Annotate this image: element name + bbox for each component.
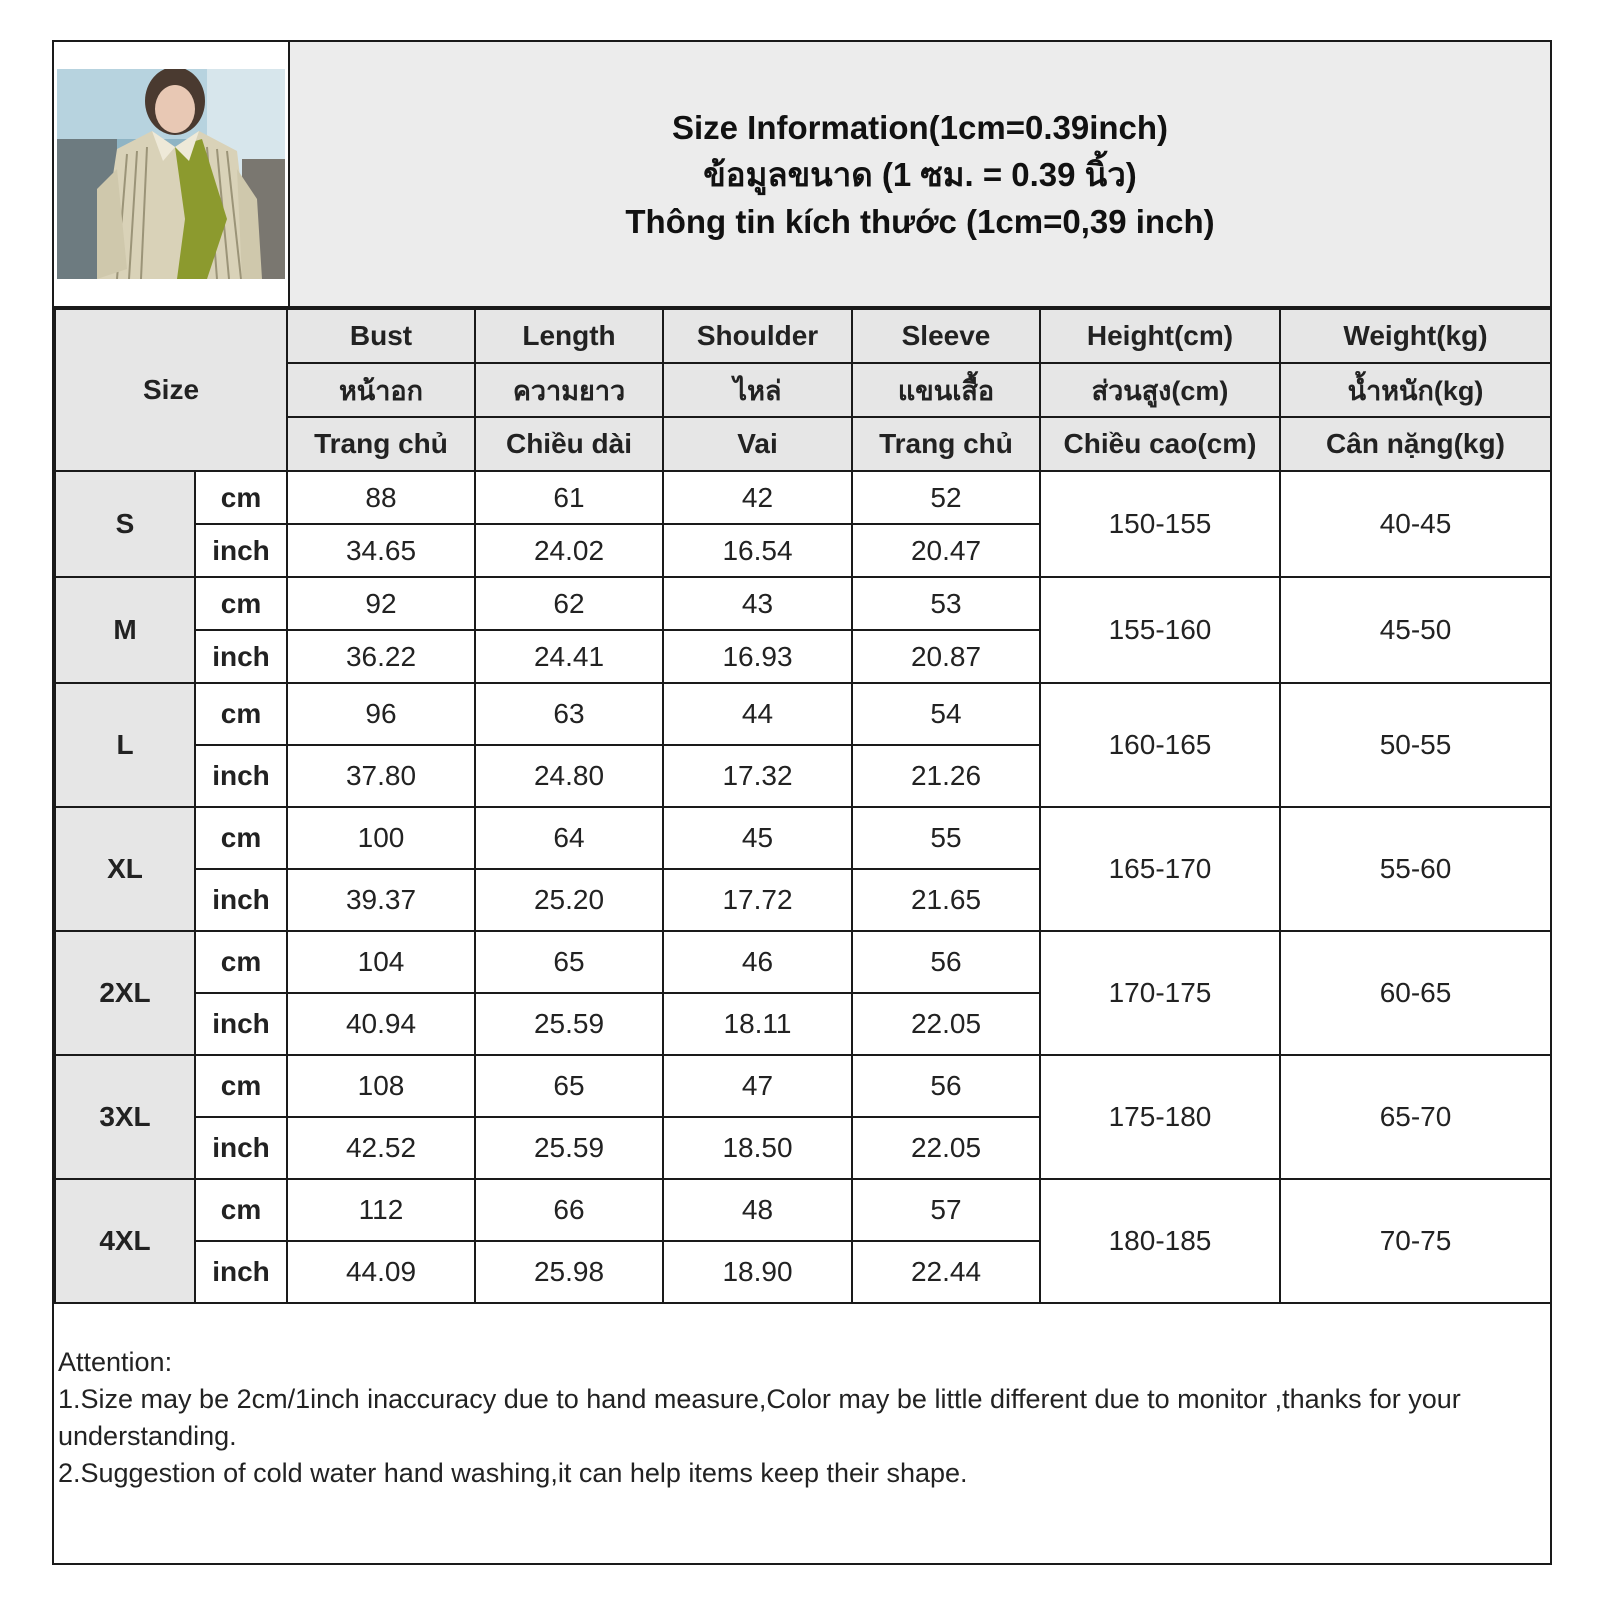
- col-header-sleeve-thai: แขนเสื้อ: [852, 363, 1040, 417]
- length-inch: 25.59: [475, 993, 663, 1055]
- col-header-shoulder-thai: ไหล่: [663, 363, 852, 417]
- bust-inch: 37.80: [287, 745, 475, 807]
- shoulder-cm: 44: [663, 683, 852, 745]
- sleeve-cm: 56: [852, 1055, 1040, 1117]
- col-header-height-thai: ส่วนสูง(cm): [1040, 363, 1280, 417]
- unit-inch: inch: [195, 524, 287, 577]
- sleeve-cm: 56: [852, 931, 1040, 993]
- notes-line-2: 2.Suggestion of cold water hand washing,it can help items keep their shape.: [58, 1458, 968, 1488]
- length-inch: 24.41: [475, 630, 663, 683]
- height-range: 180-185: [1040, 1179, 1280, 1303]
- col-header-length-thai: ความยาว: [475, 363, 663, 417]
- sleeve-inch: 21.65: [852, 869, 1040, 931]
- length-cm: 63: [475, 683, 663, 745]
- sleeve-cm: 54: [852, 683, 1040, 745]
- bust-inch: 42.52: [287, 1117, 475, 1179]
- shoulder-inch: 18.50: [663, 1117, 852, 1179]
- sleeve-cm: 55: [852, 807, 1040, 869]
- col-header-sleeve: Sleeve: [852, 309, 1040, 363]
- height-range: 155-160: [1040, 577, 1280, 683]
- col-header-shoulder: Shoulder: [663, 309, 852, 363]
- shoulder-inch: 18.90: [663, 1241, 852, 1303]
- unit-inch: inch: [195, 1117, 287, 1179]
- sleeve-inch: 22.05: [852, 1117, 1040, 1179]
- size-label-m: M: [55, 577, 195, 683]
- size-chart-sheet: [52, 40, 1552, 1565]
- weight-range: 55-60: [1280, 807, 1551, 931]
- weight-range: 50-55: [1280, 683, 1551, 807]
- bust-cm: 100: [287, 807, 475, 869]
- height-range: 165-170: [1040, 807, 1280, 931]
- notes-line-1: 1.Size may be 2cm/1inch inaccuracy due to hand measure,Color may be little different due to monitor ,thanks for your understanding.: [58, 1384, 1461, 1451]
- title-vietnamese: Thông tin kích thước (1cm=0,39 inch): [625, 202, 1215, 240]
- bust-inch: 44.09: [287, 1241, 475, 1303]
- shoulder-inch: 17.72: [663, 869, 852, 931]
- col-header-weight: Weight(kg): [1280, 309, 1551, 363]
- length-inch: 24.80: [475, 745, 663, 807]
- bust-cm: 96: [287, 683, 475, 745]
- bust-cm: 112: [287, 1179, 475, 1241]
- sleeve-cm: 53: [852, 577, 1040, 630]
- shoulder-inch: 18.11: [663, 993, 852, 1055]
- col-header-bust-vi: Trang chủ: [287, 417, 475, 471]
- length-inch: 25.20: [475, 869, 663, 931]
- bust-inch: 39.37: [287, 869, 475, 931]
- size-label-4xl: 4XL: [55, 1179, 195, 1303]
- unit-cm: cm: [195, 471, 287, 524]
- unit-cm: cm: [195, 931, 287, 993]
- shoulder-inch: 17.32: [663, 745, 852, 807]
- size-label-l: L: [55, 683, 195, 807]
- sleeve-inch: 21.26: [852, 745, 1040, 807]
- unit-inch: inch: [195, 745, 287, 807]
- height-range: 160-165: [1040, 683, 1280, 807]
- bust-cm: 92: [287, 577, 475, 630]
- table-row: [55, 577, 1551, 630]
- unit-cm: cm: [195, 577, 287, 630]
- col-header-sleeve-vi: Trang chủ: [852, 417, 1040, 471]
- sleeve-cm: 52: [852, 471, 1040, 524]
- sleeve-inch: 20.47: [852, 524, 1040, 577]
- table-row: [55, 931, 1551, 993]
- table-row: [55, 471, 1551, 524]
- shoulder-cm: 43: [663, 577, 852, 630]
- bust-cm: 108: [287, 1055, 475, 1117]
- chart-header-block: [54, 42, 1550, 308]
- col-header-length: Length: [475, 309, 663, 363]
- col-header-height-vi: Chiều cao(cm): [1040, 417, 1280, 471]
- col-header-length-vi: Chiều dài: [475, 417, 663, 471]
- shoulder-inch: 16.54: [663, 524, 852, 577]
- unit-cm: cm: [195, 683, 287, 745]
- unit-cm: cm: [195, 1055, 287, 1117]
- height-range: 170-175: [1040, 931, 1280, 1055]
- bust-inch: 36.22: [287, 630, 475, 683]
- size-label-2xl: 2XL: [55, 931, 195, 1055]
- col-header-height: Height(cm): [1040, 309, 1280, 363]
- header-row-english: [55, 309, 1551, 363]
- size-column-header: Size: [55, 309, 287, 471]
- bust-cm: 104: [287, 931, 475, 993]
- length-cm: 62: [475, 577, 663, 630]
- length-cm: 61: [475, 471, 663, 524]
- length-inch: 24.02: [475, 524, 663, 577]
- unit-cm: cm: [195, 807, 287, 869]
- table-row: [55, 683, 1551, 745]
- sleeve-inch: 22.44: [852, 1241, 1040, 1303]
- product-photo-cell: [54, 42, 290, 306]
- col-header-bust-thai: หน้าอก: [287, 363, 475, 417]
- shoulder-cm: 46: [663, 931, 852, 993]
- unit-inch: inch: [195, 869, 287, 931]
- height-range: 175-180: [1040, 1055, 1280, 1179]
- unit-inch: inch: [195, 630, 287, 683]
- height-range: 150-155: [1040, 471, 1280, 577]
- notes-heading: Attention:: [58, 1347, 173, 1377]
- unit-inch: inch: [195, 1241, 287, 1303]
- length-inch: 25.59: [475, 1117, 663, 1179]
- unit-inch: inch: [195, 993, 287, 1055]
- bust-cm: 88: [287, 471, 475, 524]
- bust-inch: 34.65: [287, 524, 475, 577]
- sleeve-inch: 20.87: [852, 630, 1040, 683]
- weight-range: 45-50: [1280, 577, 1551, 683]
- col-header-shoulder-vi: Vai: [663, 417, 852, 471]
- weight-range: 40-45: [1280, 471, 1551, 577]
- shoulder-cm: 42: [663, 471, 852, 524]
- title-block: [290, 42, 1550, 306]
- col-header-weight-vi: Cân nặng(kg): [1280, 417, 1551, 471]
- size-label-xl: XL: [55, 807, 195, 931]
- weight-range: 60-65: [1280, 931, 1551, 1055]
- shoulder-cm: 48: [663, 1179, 852, 1241]
- length-cm: 65: [475, 1055, 663, 1117]
- title-english: Size Information(1cm=0.39inch): [671, 108, 1169, 146]
- product-photo: [57, 69, 285, 279]
- weight-range: 70-75: [1280, 1179, 1551, 1303]
- shoulder-cm: 45: [663, 807, 852, 869]
- length-cm: 65: [475, 931, 663, 993]
- table-row: [55, 807, 1551, 869]
- attention-notes: [54, 1342, 1550, 1563]
- col-header-bust: Bust: [287, 309, 475, 363]
- col-header-weight-thai: น้ำหนัก(kg): [1280, 363, 1551, 417]
- size-table: [54, 308, 1552, 1304]
- sleeve-inch: 22.05: [852, 993, 1040, 1055]
- table-row: [55, 1055, 1551, 1117]
- shoulder-cm: 47: [663, 1055, 852, 1117]
- sleeve-cm: 57: [852, 1179, 1040, 1241]
- table-row: [55, 1179, 1551, 1241]
- size-label-3xl: 3XL: [55, 1055, 195, 1179]
- size-label-s: S: [55, 471, 195, 577]
- weight-range: 65-70: [1280, 1055, 1551, 1179]
- length-inch: 25.98: [475, 1241, 663, 1303]
- shoulder-inch: 16.93: [663, 630, 852, 683]
- title-thai: ข้อมูลขนาด (1 ซม. = 0.39 นิ้ว): [703, 155, 1137, 193]
- bust-inch: 40.94: [287, 993, 475, 1055]
- length-cm: 64: [475, 807, 663, 869]
- unit-cm: cm: [195, 1179, 287, 1241]
- length-cm: 66: [475, 1179, 663, 1241]
